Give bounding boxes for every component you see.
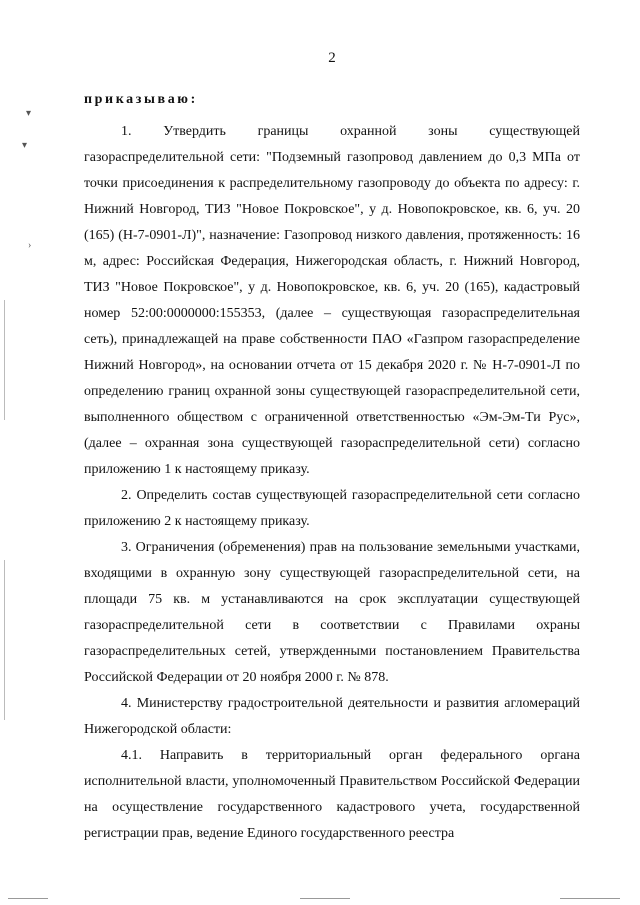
scan-edge-line — [4, 560, 5, 720]
paragraph-3: 3. Ограничения (обременения) прав на пользование земельными участками, входящими в охранную зону существующей газораспределительной сети, на площади 75 кв. м устанавливаются на срок эксплуатации существующей газораспределительной сети в соответствии с Правилами охраны газораспределительных сетей, утвержденными постановлением Правительства Российской Федерации от 20 ноября 2000 г. № 878. — [84, 540, 580, 685]
scan-mark: › — [28, 240, 32, 251]
body-text — [84, 119, 580, 847]
paragraph-4-1: 4.1. Направить в территориальный орган федерального органа исполнительной власти, уполномоченный Правительством Российской Федерации на осуществление государственного кадастрового учета, государственной регистрации прав, ведение Единого государственного реестра — [84, 748, 580, 841]
decree-word: приказываю: — [84, 92, 198, 107]
page-number: 2 — [328, 50, 336, 66]
paragraph-2: 2. Определить состав существующей газораспределительной сети согласно приложению 2 к настоящему приказу. — [84, 488, 580, 529]
scan-edge-line — [4, 300, 5, 420]
scan-mark: ▾ — [22, 140, 28, 151]
paragraph-1: 1. Утвердить границы охранной зоны существующей газораспределительной сети: "Подземный газопровод давлением до 0,3 МПа от точки присоединения к распределительному газопроводу до объекта по адресу: г. Нижний Новгород, ТИЗ "Новое Покровское", у д. Новопокровское, кв. 6, уч. 20 (165) (Н-7-0901-Л)", назначение: Газопровод низкого давления, протяженность: 16 м, адрес: Российская Федерация, Нижегородская область, г. Нижний Новгород, ТИЗ "Новое Покровское", у д. Новопокровское, кв. 6, уч. 20 (165), кадастровый номер 52:00:0000000:155353, (далее – существующая газораспределительная сеть), принадлежащей на праве собственности ПАО «Газпром газораспределение Нижний Новгород», на основании отчета от 15 декабря 2020 г. № Н-7-0901-Л по определению границ охранной зоны существующей газораспределительной сети, выполненного обществом с ограниченной ответственностью «Эм-Эм-Ти Рус», (далее – охранная зона существующей газораспределительной сети) согласно приложению 1 к настоящему приказу. — [84, 124, 580, 477]
scan-mark: ▾ — [26, 108, 32, 119]
scan-bottom-dash — [300, 898, 350, 899]
scan-bottom-dash — [8, 898, 48, 899]
scan-bottom-dash — [560, 898, 620, 899]
paragraph-4: 4. Министерству градостроительной деятельности и развития агломераций Нижегородской области: — [84, 696, 580, 737]
